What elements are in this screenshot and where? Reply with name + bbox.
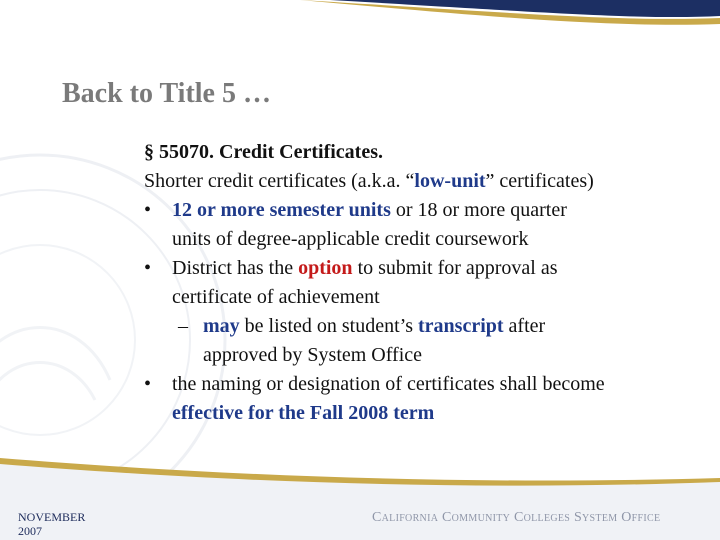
bullet-marker: • <box>144 373 152 395</box>
sub-bullet-highlight: transcript <box>418 315 504 337</box>
footer-month: NOVEMBER <box>18 510 86 524</box>
bullet-text: to submit for approval as <box>352 257 558 279</box>
top-decorative-band <box>0 0 720 40</box>
sub-bullet-line: approved by System Office <box>203 344 423 366</box>
footer-organization: California Community Colleges System Office <box>372 510 661 525</box>
intro-highlight: low-unit <box>414 170 486 192</box>
bottom-decorative-band <box>0 452 720 540</box>
sub-bullet-text: be listed on student’s <box>239 315 418 337</box>
bullet-line: certificate of achievement <box>172 286 380 308</box>
intro-line <box>144 167 704 196</box>
bullet-marker: • <box>144 199 152 221</box>
bullet-text: or 18 or more quarter <box>390 199 567 221</box>
bullet-line <box>172 196 704 225</box>
intro-text-after: ” certificates) <box>485 170 594 192</box>
sub-bullet-marker: – <box>178 315 188 337</box>
sub-bullet-line <box>203 312 704 341</box>
intro-text-before: Shorter credit certificates (a.k.a. “ <box>144 170 415 192</box>
sub-bullet-text: after <box>503 315 546 337</box>
footer-date <box>18 510 85 538</box>
bullet-item <box>144 370 704 428</box>
bullet-highlight: effective for the Fall 2008 term <box>172 402 435 424</box>
bullet-item <box>144 254 704 312</box>
bullet-marker: • <box>144 257 152 279</box>
sub-bullet-highlight: may <box>203 315 240 337</box>
bullet-highlight: option <box>298 257 353 279</box>
bullet-item <box>144 196 704 254</box>
sub-bullet-item <box>144 312 704 370</box>
slide-body <box>144 138 704 428</box>
bullet-line: units of degree-applicable credit coursework <box>172 228 529 250</box>
bullet-line <box>172 254 704 283</box>
slide-title: Back to Title 5 … <box>62 78 271 109</box>
section-heading: § 55070. Credit Certificates. <box>144 141 384 163</box>
bullet-highlight: 12 or more semester units <box>172 199 391 221</box>
bullet-text: District has the <box>172 257 299 279</box>
bullet-line: the naming or designation of certificates shall become <box>172 373 605 395</box>
footer-year: 2007 <box>18 524 42 538</box>
